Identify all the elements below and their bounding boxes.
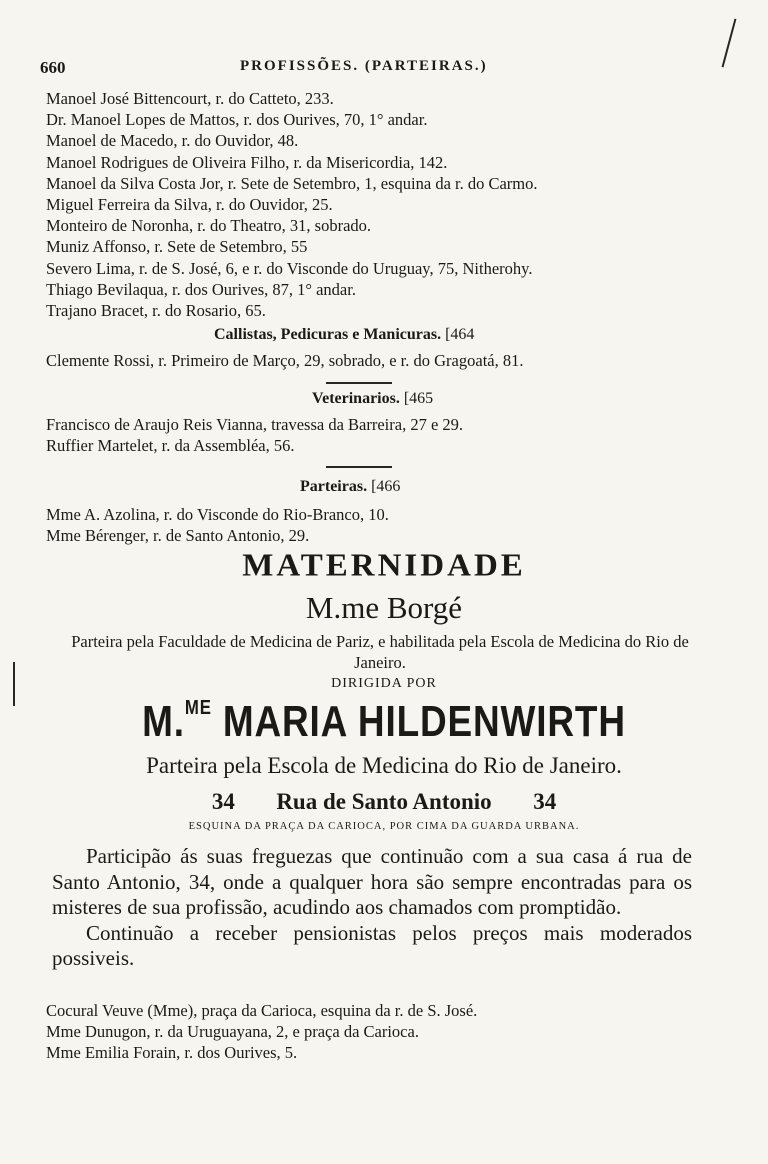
margin-mark (722, 19, 737, 68)
name-text: MARIA HILDENWIRTH (222, 697, 626, 746)
veterinarios-list (46, 414, 726, 456)
list-item: Trajano Bracet, r. do Rosario, 65. (46, 301, 266, 321)
list-item: Ruffier Martelet, r. da Assembléa, 56. (46, 436, 295, 456)
advert-subtitle: M.me Borgé (305, 590, 463, 625)
entries-bottom-list (46, 1000, 726, 1063)
list-item: Cocural Veuve (Mme), praça da Carioca, esquina da r. de S. José. (46, 1001, 478, 1020)
section-ref: [465 (403, 390, 434, 407)
margin-mark (13, 662, 15, 706)
section-heading-veterinarios (312, 390, 433, 408)
list-item: Manoel da Silva Costa Jor, r. Sete de Setembro, 1, esquina da r. do Carmo. (46, 173, 538, 193)
advert-director-name (61, 697, 706, 747)
page-number: 660 (40, 58, 66, 77)
advert-description: Parteira pela Faculdade de Medicina de Pariz, e habilitada pela Escola de Medicina do Rio de Janeiro. (71, 632, 689, 672)
section-title: Veterinarios. (312, 390, 400, 407)
list-item: Mme A. Azolina, r. do Visconde do Rio-Branco, 10. (46, 505, 389, 524)
section-title: Callistas, Pedicuras e Manicuras. (214, 326, 442, 343)
list-item: Manoel Rodrigues de Oliveira Filho, r. da Misericordia, 142. (46, 152, 448, 172)
callistas-list (46, 350, 726, 371)
section-heading-parteiras (300, 478, 400, 496)
advert-address-detail: ESQUINA DA PRAÇA DA CARIOCA, POR CIMA DA GUARDA URBANA. (188, 821, 580, 832)
advert-qualification: Parteira pela Escola de Medicina do Rio de Janeiro. (146, 753, 622, 778)
address-street: Rua de Santo Antonio (276, 789, 492, 814)
list-item: Severo Lima, r. de S. José, 6, e r. do Visconde do Uruguay, 75, Nitherohy. (46, 258, 533, 278)
advert-title: MATERNIDADE (242, 548, 526, 584)
address-number-right: 34 (533, 789, 557, 814)
name-superscript: ME (184, 697, 212, 719)
list-item: Mme Emilia Forain, r. dos Ourives, 5. (46, 1043, 298, 1062)
address-number-left: 34 (211, 789, 235, 814)
divider (326, 466, 392, 468)
page-title: PROFISSÕES. (PARTEIRAS.) (240, 58, 488, 74)
list-item: Francisco de Araujo Reis Vianna, travessa da Barreira, 27 e 29. (46, 415, 464, 434)
list-item: Mme Dunugon, r. da Uruguayana, 2, e praça da Carioca. (46, 1022, 419, 1041)
divider (326, 382, 392, 384)
page-header (40, 58, 720, 80)
name-prefix: M. (142, 697, 185, 746)
list-item: Mme Bérenger, r. de Santo Antonio, 29. (46, 526, 310, 546)
advert-paragraph: Continuão a receber pensionistas pelos preços mais moderados possiveis. (52, 920, 692, 971)
parteiras-list (46, 504, 726, 546)
section-ref: [466 (371, 478, 401, 495)
list-item: Manoel José Bittencourt, r. do Catteto, 233. (46, 89, 334, 108)
section-title: Parteiras. (300, 478, 368, 495)
list-item: Muniz Affonso, r. Sete de Setembro, 55 (46, 237, 308, 257)
section-ref: [464 (445, 326, 475, 343)
entries-top-list (46, 88, 726, 321)
section-heading-callistas (214, 326, 474, 344)
advert-paragraph: Participão ás suas freguezas que continuão com a sua casa á rua de Santo Antonio, 34, onde a qualquer hora são sempre encontradas para os misteres de sua profissão, acudindo aos chamados com promptidão. (52, 844, 692, 920)
list-item: Monteiro de Noronha, r. do Theatro, 31, sobrado. (46, 216, 372, 236)
list-item: Manoel de Macedo, r. do Ouvidor, 48. (46, 131, 299, 151)
list-item: Thiago Bevilaqua, r. dos Ourives, 87, 1° andar. (46, 279, 356, 299)
advert-directed-by: DIRIGIDA POR (331, 676, 437, 691)
advert-body (52, 844, 692, 972)
advert-address (0, 789, 768, 815)
list-item: Miguel Ferreira da Silva, r. do Ouvidor, 25. (46, 195, 333, 215)
list-item: Clemente Rossi, r. Primeiro de Março, 29, sobrado, e r. do Gragoatá, 81. (46, 351, 524, 370)
list-item: Dr. Manoel Lopes de Mattos, r. dos Ourives, 70, 1° andar. (46, 110, 428, 130)
